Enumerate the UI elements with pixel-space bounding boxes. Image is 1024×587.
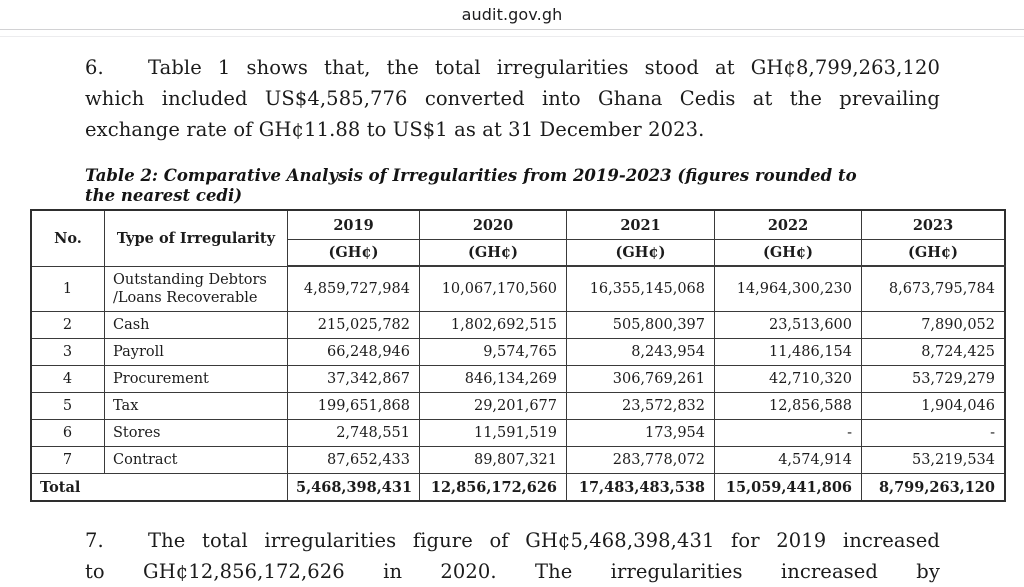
amount-cell: 23,572,832	[567, 393, 715, 420]
amount-cell: 66,248,946	[288, 339, 420, 366]
amount-cell: 199,651,868	[288, 393, 420, 420]
irregularity-type-cell: Tax	[105, 393, 288, 420]
row-number-cell: 4	[31, 366, 105, 393]
paragraph-number: 6.	[85, 56, 104, 79]
amount-cell: 10,067,170,560	[420, 266, 567, 312]
total-amount-cell: 12,856,172,626	[420, 474, 567, 502]
paragraph-7	[85, 525, 940, 587]
irregularity-type-cell: Cash	[105, 312, 288, 339]
amount-cell: 1,904,046	[862, 393, 1006, 420]
total-amount-cell: 8,799,263,120	[862, 474, 1006, 502]
page-top-divider	[0, 30, 1024, 37]
currency-unit-header: (GH¢)	[862, 240, 1006, 267]
text-line: 7. The total irregularities figure of GH¢5,468,398,431 for 2019 increased	[85, 525, 940, 556]
text-line: exchange rate of GH¢11.88 to US$1 as at 31 December 2023.	[85, 118, 705, 141]
row-number-cell: 7	[31, 447, 105, 474]
col-header-no: No.	[31, 210, 105, 266]
irregularity-type-cell: Outstanding Debtors /Loans Recoverable	[105, 266, 288, 312]
currency-unit-header: (GH¢)	[567, 240, 715, 267]
amount-cell: 306,769,261	[567, 366, 715, 393]
text-line: 6. Table 1 shows that, the total irregularities stood at GH¢8,799,263,120	[85, 52, 940, 83]
year-header: 2019	[288, 210, 420, 240]
total-amount-cell: 15,059,441,806	[715, 474, 862, 502]
amount-cell: 53,219,534	[862, 447, 1006, 474]
year-header: 2022	[715, 210, 862, 240]
amount-cell: 16,355,145,068	[567, 266, 715, 312]
amount-cell: 2,748,551	[288, 420, 420, 447]
paragraph-6	[85, 52, 940, 145]
col-header-type: Type of Irregularity	[105, 210, 288, 266]
currency-unit-header: (GH¢)	[715, 240, 862, 267]
text-line: Table 2: Comparative Analysis of Irregularities from 2019-2023 (figures rounded to	[85, 166, 857, 185]
irregularity-type-cell: Contract	[105, 447, 288, 474]
table-row	[31, 447, 1005, 474]
amount-cell: 14,964,300,230	[715, 266, 862, 312]
irregularity-type-cell: Stores	[105, 420, 288, 447]
amount-cell: 505,800,397	[567, 312, 715, 339]
amount-cell: 173,954	[567, 420, 715, 447]
table-header	[31, 210, 1005, 266]
amount-cell: 89,807,321	[420, 447, 567, 474]
irregularity-type-cell: Procurement	[105, 366, 288, 393]
amount-cell: 12,856,588	[715, 393, 862, 420]
amount-cell: 7,890,052	[862, 312, 1006, 339]
table-2-title	[85, 166, 940, 206]
amount-cell: 215,025,782	[288, 312, 420, 339]
amount-cell: 283,778,072	[567, 447, 715, 474]
amount-cell: 53,729,279	[862, 366, 1006, 393]
table-row	[31, 393, 1005, 420]
amount-cell: 11,591,519	[420, 420, 567, 447]
currency-unit-header: (GH¢)	[420, 240, 567, 267]
text-line: the nearest cedi)	[85, 186, 243, 205]
amount-cell: 29,201,677	[420, 393, 567, 420]
amount-cell: -	[862, 420, 1006, 447]
irregularity-type-cell: Payroll	[105, 339, 288, 366]
table-body	[31, 266, 1005, 501]
table-row	[31, 420, 1005, 447]
year-header: 2023	[862, 210, 1006, 240]
amount-cell: 8,673,795,784	[862, 266, 1006, 312]
amount-cell: -	[715, 420, 862, 447]
row-number-cell: 2	[31, 312, 105, 339]
total-amount-cell: 5,468,398,431	[288, 474, 420, 502]
table-row	[31, 366, 1005, 393]
year-header-row	[31, 210, 1005, 240]
site-title: audit.gov.gh	[461, 5, 563, 24]
document-page	[0, 52, 1024, 587]
table-row	[31, 266, 1005, 312]
irregularities-table	[30, 209, 1006, 502]
amount-cell: 8,724,425	[862, 339, 1006, 366]
year-header: 2021	[567, 210, 715, 240]
row-number-cell: 6	[31, 420, 105, 447]
amount-cell: 42,710,320	[715, 366, 862, 393]
amount-cell: 9,574,765	[420, 339, 567, 366]
amount-cell: 87,652,433	[288, 447, 420, 474]
table-row	[31, 339, 1005, 366]
currency-unit-header: (GH¢)	[288, 240, 420, 267]
amount-cell: 11,486,154	[715, 339, 862, 366]
row-number-cell: 1	[31, 266, 105, 312]
total-amount-cell: 17,483,483,538	[567, 474, 715, 502]
row-number-cell: 3	[31, 339, 105, 366]
amount-cell: 23,513,600	[715, 312, 862, 339]
table-row	[31, 312, 1005, 339]
total-row	[31, 474, 1005, 502]
browser-titlebar	[0, 0, 1024, 30]
total-label-cell: Total	[31, 474, 288, 502]
amount-cell: 1,802,692,515	[420, 312, 567, 339]
row-number-cell: 5	[31, 393, 105, 420]
amount-cell: 4,859,727,984	[288, 266, 420, 312]
amount-cell: 8,243,954	[567, 339, 715, 366]
year-header: 2020	[420, 210, 567, 240]
amount-cell: 4,574,914	[715, 447, 862, 474]
paragraph-number: 7.	[85, 529, 104, 552]
text-line: to GH¢12,856,172,626 in 2020. The irregularities increased by	[85, 560, 940, 583]
text-line: which included US$4,585,776 converted into Ghana Cedis at the prevailing	[85, 87, 940, 110]
amount-cell: 37,342,867	[288, 366, 420, 393]
amount-cell: 846,134,269	[420, 366, 567, 393]
